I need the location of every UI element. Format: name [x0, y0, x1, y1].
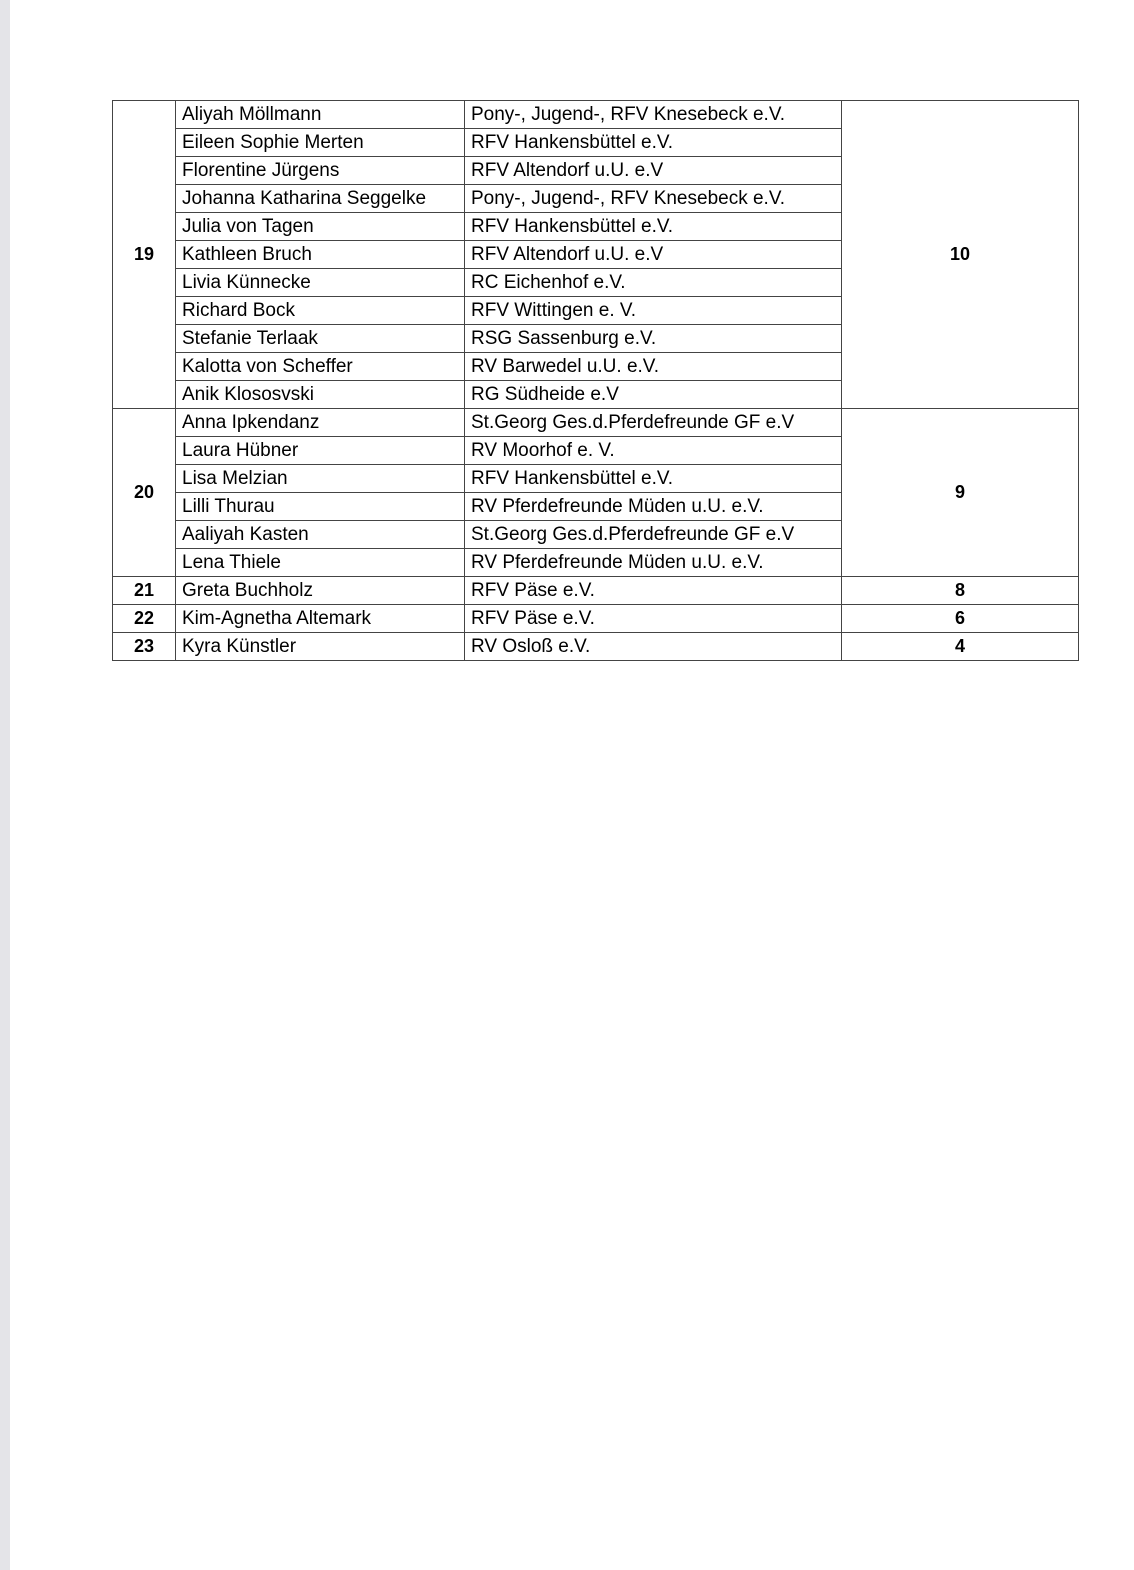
table-row [113, 409, 1079, 437]
club-cell: RV Barwedel u.U. e.V. [465, 353, 842, 381]
club-cell: RFV Altendorf u.U. e.V [465, 157, 842, 185]
rider-name-cell: Lena Thiele [176, 549, 465, 577]
rider-name-cell: Aliyah Möllmann [176, 101, 465, 129]
club-cell: Pony-, Jugend-, RFV Knesebeck e.V. [465, 185, 842, 213]
rider-name-cell: Johanna Katharina Seggelke [176, 185, 465, 213]
rider-name-cell: Richard Bock [176, 297, 465, 325]
club-cell: RV Pferdefreunde Müden u.U. e.V. [465, 549, 842, 577]
rider-name-cell: Julia von Tagen [176, 213, 465, 241]
table-row [113, 605, 1079, 633]
rider-name-cell: Lilli Thurau [176, 493, 465, 521]
rider-name-cell: Laura Hübner [176, 437, 465, 465]
club-cell: RFV Päse e.V. [465, 605, 842, 633]
rider-name-cell: Livia Künnecke [176, 269, 465, 297]
rank-cell: 22 [113, 605, 176, 633]
table-row [113, 101, 1079, 129]
club-cell: RSG Sassenburg e.V. [465, 325, 842, 353]
results-table [112, 100, 1079, 661]
club-cell: RG Südheide e.V [465, 381, 842, 409]
rank-cell: 19 [113, 101, 176, 409]
rider-name-cell: Aaliyah Kasten [176, 521, 465, 549]
rider-name-cell: Eileen Sophie Merten [176, 129, 465, 157]
club-cell: RFV Hankensbüttel e.V. [465, 129, 842, 157]
rank-cell: 20 [113, 409, 176, 577]
club-cell: RV Osloß e.V. [465, 633, 842, 661]
rider-name-cell: Florentine Jürgens [176, 157, 465, 185]
document-page [10, 0, 1134, 1570]
rider-name-cell: Kim-Agnetha Altemark [176, 605, 465, 633]
table-row [113, 577, 1079, 605]
rider-name-cell: Stefanie Terlaak [176, 325, 465, 353]
club-cell: RFV Altendorf u.U. e.V [465, 241, 842, 269]
rider-name-cell: Greta Buchholz [176, 577, 465, 605]
points-cell: 10 [842, 101, 1079, 409]
club-cell: RFV Hankensbüttel e.V. [465, 465, 842, 493]
club-cell: Pony-, Jugend-, RFV Knesebeck e.V. [465, 101, 842, 129]
club-cell: St.Georg Ges.d.Pferdefreunde GF e.V [465, 521, 842, 549]
club-cell: RV Moorhof e. V. [465, 437, 842, 465]
points-cell: 4 [842, 633, 1079, 661]
club-cell: RFV Päse e.V. [465, 577, 842, 605]
club-cell: RFV Hankensbüttel e.V. [465, 213, 842, 241]
rider-name-cell: Kalotta von Scheffer [176, 353, 465, 381]
points-cell: 9 [842, 409, 1079, 577]
rider-name-cell: Anik Klososvski [176, 381, 465, 409]
rank-cell: 21 [113, 577, 176, 605]
club-cell: RFV Wittingen e. V. [465, 297, 842, 325]
club-cell: RV Pferdefreunde Müden u.U. e.V. [465, 493, 842, 521]
points-cell: 6 [842, 605, 1079, 633]
table-row [113, 633, 1079, 661]
rank-cell: 23 [113, 633, 176, 661]
points-cell: 8 [842, 577, 1079, 605]
club-cell: RC Eichenhof e.V. [465, 269, 842, 297]
rider-name-cell: Lisa Melzian [176, 465, 465, 493]
club-cell: St.Georg Ges.d.Pferdefreunde GF e.V [465, 409, 842, 437]
results-table-body [113, 101, 1079, 661]
rider-name-cell: Kyra Künstler [176, 633, 465, 661]
rider-name-cell: Kathleen Bruch [176, 241, 465, 269]
rider-name-cell: Anna Ipkendanz [176, 409, 465, 437]
